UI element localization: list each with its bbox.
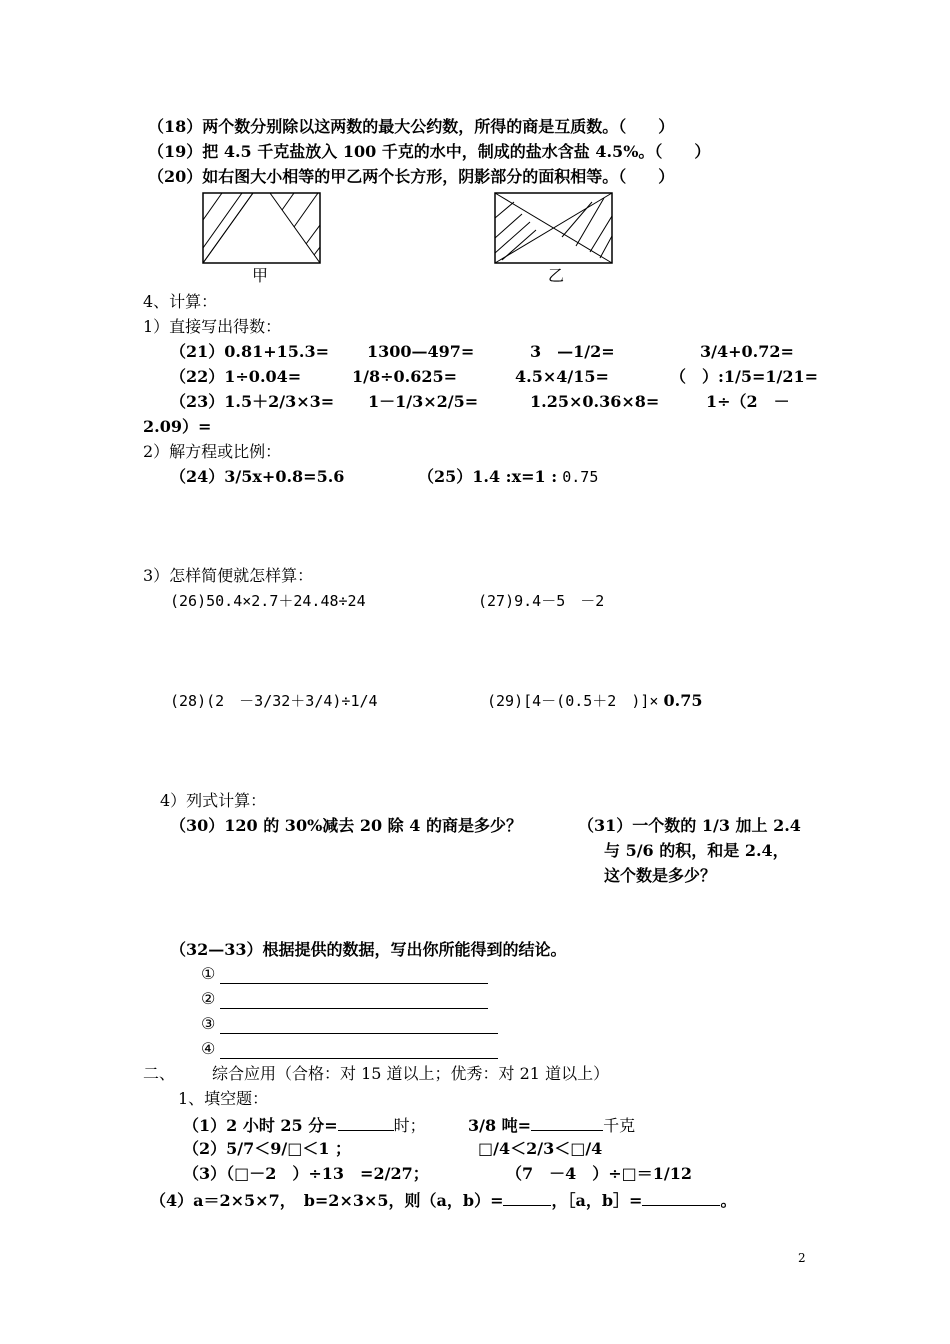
question-27: (27)9.4－5 －2 — [478, 592, 605, 610]
question-20: （20）如右图大小相等的甲乙两个长方形，阴影部分的面积相等。（ ） — [148, 167, 675, 186]
q23-continuation: 2.09）= — [143, 417, 212, 436]
fill-1-a-unit: 时； — [393, 1116, 426, 1135]
conclusion-line-1[interactable] — [220, 983, 488, 984]
fill-1-a — [183, 1114, 426, 1136]
question-18: （18）两个数分别除以这两数的最大公约数，所得的商是互质数。（ ） — [148, 117, 675, 136]
page-number: 2 — [798, 1251, 806, 1265]
section-2-heading: 综合应用（合格：对 15 道以上；优秀：对 21 道以上） — [212, 1064, 610, 1083]
fill-4 — [150, 1189, 736, 1211]
fill-1-b — [468, 1114, 635, 1136]
figure-yi — [492, 190, 616, 266]
fill-4-lcm-text: ，［a，b］= — [551, 1191, 643, 1210]
q21-item-3: 3 —1/2= — [530, 342, 615, 361]
calc-heading: 4、计算： — [143, 292, 218, 311]
question-30: （30）120 的 30%减去 20 除 4 的商是多少？ — [170, 816, 522, 835]
fill-4-lcm-blank[interactable] — [642, 1189, 720, 1206]
fill-in-title: 1、填空题： — [178, 1089, 269, 1108]
question-25-text: （25）1.4 :x=1 : — [418, 467, 558, 486]
q23-item-4: 1÷（2 － — [706, 392, 790, 411]
question-26: (26)50.4×2.7＋24.48÷24 — [170, 592, 366, 610]
fill-1-b-unit: 千克 — [603, 1116, 636, 1135]
question-28: (28)(2 －3/32＋3/4)÷1/4 — [170, 692, 378, 710]
question-25 — [418, 467, 598, 487]
figure-yi-label: 乙 — [548, 266, 565, 285]
question-31-line-2: 与 5/6 的积，和是 2.4， — [604, 841, 789, 860]
fill-2-a: （2）5/7＜9/□＜1 ； — [183, 1139, 352, 1158]
fill-1-b-text: 3/8 吨= — [468, 1116, 532, 1135]
q22-item-2: 1/8÷0.625= — [352, 367, 458, 386]
conclusion-marker-3: ③ — [201, 1014, 216, 1033]
question-24: （24）3/5x+0.8=5.6 — [170, 467, 345, 486]
fill-1-a-blank[interactable] — [338, 1114, 394, 1131]
calc-part2-title: 2）解方程或比例： — [143, 442, 282, 461]
q22-item-4: （ ）:1/5=1/21= — [670, 367, 819, 386]
q23-item-1: （23）1.5＋2/3×3= — [170, 392, 335, 411]
q23-item-3: 1.25×0.36×8= — [530, 392, 660, 411]
conclusion-marker-2: ② — [201, 989, 216, 1008]
conclusion-marker-1: ① — [201, 964, 216, 983]
question-32-33: （32—33）根据提供的数据，写出你所能得到的结论。 — [170, 940, 567, 959]
fill-4-text: （4）a＝2×5×7， b=2×3×5，则（a，b）= — [150, 1191, 504, 1210]
calc-part1-title: 1）直接写出得数： — [143, 317, 282, 336]
fill-1-b-blank[interactable] — [531, 1114, 603, 1131]
q21-item-4: 3/4+0.72= — [700, 342, 794, 361]
conclusion-line-2[interactable] — [220, 1008, 488, 1009]
question-31-line-3: 这个数是多少？ — [604, 866, 717, 885]
fill-3-a: （3）（□－2 ）÷13 =2/27； — [183, 1164, 429, 1183]
fill-3-b: （7 －4 ）÷□＝1/12 — [506, 1164, 693, 1183]
question-29 — [487, 691, 703, 711]
q22-item-1: （22）1÷0.04= — [170, 367, 302, 386]
question-19: （19）把 4.5 千克盐放入 100 千克的水中，制成的盐水含盐 4.5%。（ ） — [148, 142, 711, 161]
conclusion-line-4[interactable] — [220, 1058, 498, 1059]
figure-jia-label: 甲 — [252, 266, 269, 285]
figure-jia — [200, 190, 324, 266]
calc-part3-title: 3）怎样简便就怎样算： — [143, 566, 314, 585]
question-25-value: 0.75 — [562, 468, 599, 486]
q22-item-3: 4.5×4/15= — [515, 367, 609, 386]
question-31-line-1: （31）一个数的 1/3 加上 2.4 — [578, 816, 801, 835]
fill-4-end: 。 — [720, 1191, 737, 1210]
fill-1-a-text: （1）2 小时 25 分= — [183, 1116, 338, 1135]
conclusion-marker-4: ④ — [201, 1039, 216, 1058]
question-29-value: 0.75 — [663, 691, 703, 710]
section-2-number: 二、 — [143, 1064, 176, 1083]
q21-item-2: 1300—497= — [367, 342, 475, 361]
fill-2-b: □/4＜2/3＜□/4 — [478, 1139, 603, 1158]
q23-item-2: 1－1/3×2/5= — [368, 392, 479, 411]
q21-item-1: （21）0.81+15.3= — [170, 342, 330, 361]
conclusion-line-3[interactable] — [220, 1033, 498, 1034]
question-29-text: (29)[4－(0.5＋2 )]× — [487, 692, 659, 710]
calc-part4-title: 4）列式计算： — [160, 791, 267, 810]
fill-4-gcd-blank[interactable] — [503, 1189, 551, 1206]
